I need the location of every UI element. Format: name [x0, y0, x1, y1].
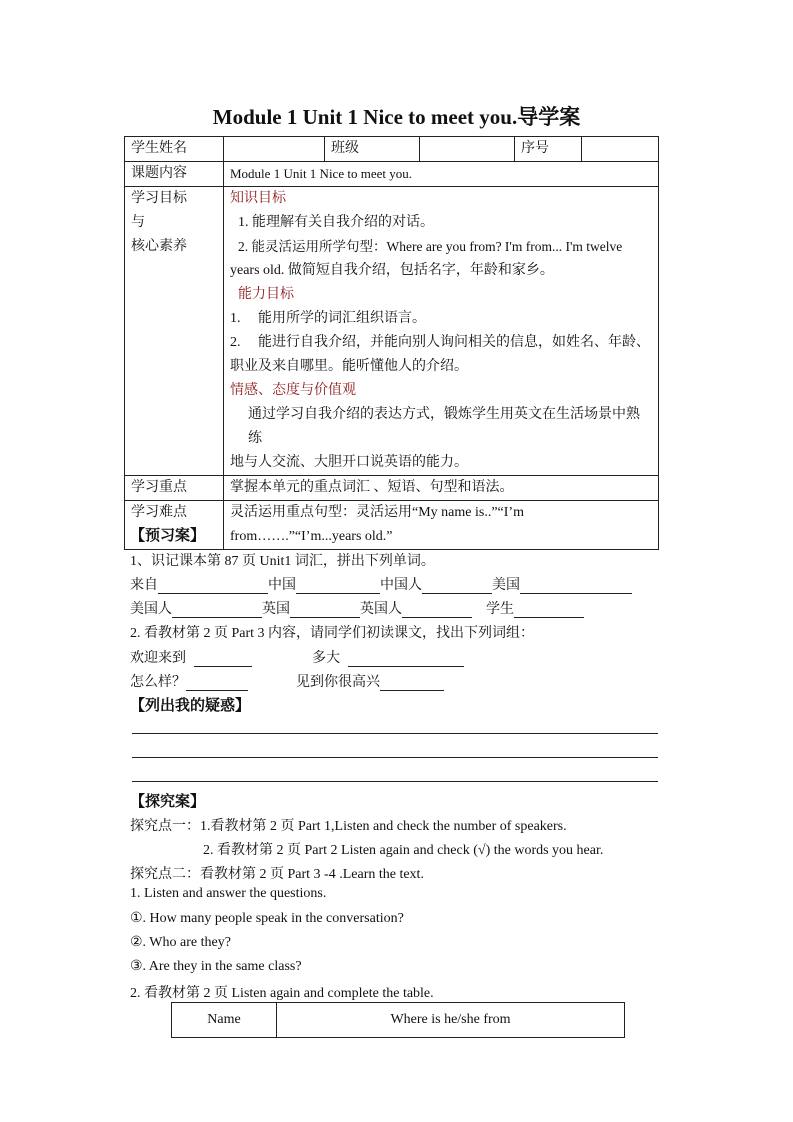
key-label: 学习重点	[125, 476, 224, 501]
vocab-blank[interactable]	[290, 601, 360, 618]
goals-label	[125, 187, 224, 476]
answer-line[interactable]	[132, 733, 658, 734]
phrase-blank[interactable]	[348, 650, 464, 667]
emotion-item: 通过学习自我介绍的表达方式，锻炼学生用英文在生活场景中熟练	[248, 407, 640, 446]
table-intro: 2. 看教材第 2 页 Listen again and complete the table.	[130, 986, 434, 1001]
question-1: ①. How many people speak in the conversation?	[130, 911, 404, 926]
vocab-word: 来自	[130, 578, 158, 593]
info-table	[124, 136, 659, 550]
table-row	[125, 137, 659, 162]
explore-heading: 【探究案】	[130, 794, 206, 810]
difficult-label: 学习难点	[125, 501, 224, 550]
question-2: ②. Who are they?	[130, 935, 231, 950]
difficult-line: from…….”“I’m...years old.”	[230, 529, 393, 544]
ability-heading: 能力目标	[238, 287, 294, 302]
vocab-word: 英国	[262, 602, 290, 617]
goals-content	[224, 187, 659, 476]
table-row	[125, 476, 659, 501]
table-row	[125, 162, 659, 187]
topic-value: Module 1 Unit 1 Nice to meet you.	[224, 162, 659, 187]
questions-intro: 1. Listen and answer the questions.	[130, 886, 327, 901]
difficult-value	[224, 501, 659, 550]
ability-item: 1. 能用所学的词汇组织语言。	[230, 311, 426, 326]
vocab-word: 美国人	[130, 602, 172, 617]
phrase-blank[interactable]	[186, 674, 248, 691]
col-name-header: Name	[172, 1003, 277, 1038]
complete-table	[171, 1002, 625, 1038]
phrase-word: 怎么样？	[130, 675, 186, 690]
difficult-line: 灵活运用重点句型：灵活运用“My name is..”“I’m	[230, 505, 524, 520]
phrase-blank[interactable]	[380, 674, 444, 691]
knowledge-item: 2. 能灵活运用所学句型：Where are you from? I'm from... I'm twelve	[238, 239, 623, 254]
topic-label: 课题内容	[125, 162, 224, 187]
vocab-blank[interactable]	[296, 577, 380, 594]
vocab-word: 中国	[268, 578, 296, 593]
preview-heading: 【预习案】	[130, 528, 206, 544]
class-label: 班级	[325, 137, 420, 162]
phrase-word: 欢迎来到	[130, 651, 186, 666]
goals-label-line: 与	[131, 215, 145, 230]
phrase-blank[interactable]	[194, 650, 252, 667]
seat-field[interactable]	[582, 137, 659, 162]
vocab-blank[interactable]	[158, 577, 268, 594]
knowledge-heading: 知识目标	[230, 191, 286, 206]
phrase-word: 见到你很高兴	[296, 675, 380, 690]
table-row	[172, 1003, 625, 1038]
answer-line[interactable]	[132, 757, 658, 758]
preview-task1: 1、识记课本第 87 页 Unit1 词汇，拼出下列单词。	[130, 554, 435, 569]
vocab-word: 中国人	[380, 578, 422, 593]
vocab-row-1	[130, 574, 632, 594]
answer-line[interactable]	[132, 781, 658, 782]
vocab-word: 学生	[486, 602, 514, 617]
vocab-blank[interactable]	[520, 577, 632, 594]
vocab-blank[interactable]	[172, 601, 262, 618]
vocab-blank[interactable]	[402, 601, 472, 618]
explore-point1b: 2. 看教材第 2 页 Part 2 Listen again and check (√) the words you hear.	[203, 843, 604, 858]
student-name-label: 学生姓名	[125, 137, 224, 162]
emotion-heading: 情感、态度与价值观	[230, 383, 356, 398]
knowledge-item: 1. 能理解有关自我介绍的对话。	[238, 215, 434, 230]
ability-item: 2. 能进行自我介绍，并能向别人询问相关的信息，如姓名、年龄、	[230, 335, 650, 350]
phrase-row-2	[130, 671, 444, 691]
phrase-word: 多大	[312, 651, 340, 666]
vocab-blank[interactable]	[422, 577, 492, 594]
emotion-item: 地与人交流、大胆开口说英语的能力。	[230, 455, 468, 470]
vocab-blank[interactable]	[514, 601, 584, 618]
goals-label-line: 学习目标	[131, 191, 187, 206]
col-from-header: Where is he/she from	[277, 1003, 625, 1038]
question-3: ③. Are they in the same class?	[130, 959, 302, 974]
student-name-field[interactable]	[224, 137, 325, 162]
goals-label-line: 核心素养	[131, 239, 187, 254]
knowledge-item: years old. 做简短自我介绍，包括名字，年龄和家乡。	[230, 263, 554, 278]
doubts-heading: 【列出我的疑惑】	[130, 698, 251, 714]
class-field[interactable]	[420, 137, 515, 162]
explore-point1a: 探究点一：1.看教材第 2 页 Part 1,Listen and check the number of speakers.	[130, 819, 567, 834]
seat-label: 序号	[515, 137, 582, 162]
page-title: Module 1 Unit 1 Nice to meet you.导学案	[212, 105, 581, 129]
phrase-row-1	[130, 647, 464, 667]
ability-item: 职业及来自哪里。能听懂他人的介绍。	[230, 359, 468, 374]
vocab-word: 美国	[492, 578, 520, 593]
vocab-row-2	[130, 598, 584, 618]
key-value: 掌握本单元的重点词汇 、短语、句型和语法。	[224, 476, 659, 501]
table-row	[125, 187, 659, 476]
preview-task2: 2. 看教材第 2 页 Part 3 内容，请同学们初读课文，找出下列词组：	[130, 626, 535, 641]
explore-point2: 探究点二：看教材第 2 页 Part 3 -4 .Learn the text.	[130, 867, 424, 882]
vocab-word: 英国人	[360, 602, 402, 617]
